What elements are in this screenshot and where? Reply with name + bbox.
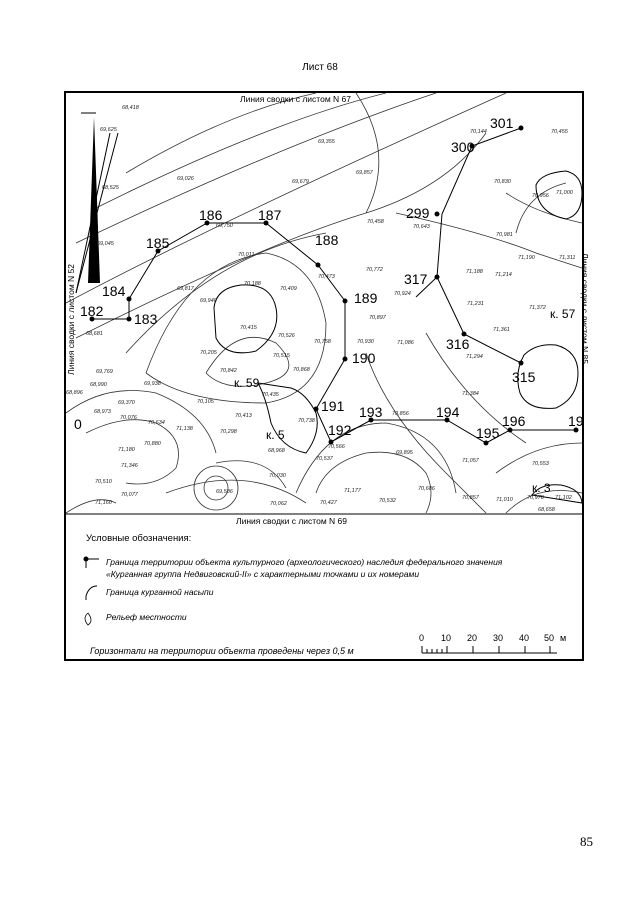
elevation-label: 71,384 xyxy=(462,391,479,397)
elevation-label: 71,102 xyxy=(555,495,572,501)
elevation-label: 71,346 xyxy=(121,463,138,469)
point-label-186: 186 xyxy=(199,207,223,223)
elevation-label: 68,896 xyxy=(66,390,83,396)
elevation-label: 71,010 xyxy=(496,497,513,503)
boundary-point-184 xyxy=(127,297,132,302)
elevation-label: 71,188 xyxy=(466,269,483,275)
point-label-edge0: 0 xyxy=(74,416,82,432)
elevation-label: 69,045 xyxy=(97,241,114,247)
elevation-label: 70,924 xyxy=(394,291,411,297)
elevation-label: 70,857 xyxy=(462,495,479,501)
elevation-label: 69,355 xyxy=(318,139,335,145)
point-label-187: 187 xyxy=(258,207,282,223)
terrain-contours xyxy=(66,93,582,513)
point-label-196: 196 xyxy=(502,413,526,429)
elevation-label: 70,435 xyxy=(262,392,279,398)
elevation-label: 70,566 xyxy=(328,444,345,450)
elevation-label: 70,076 xyxy=(120,415,137,421)
boundary-point-301 xyxy=(519,126,524,131)
elevation-label: 70,415 xyxy=(240,325,257,331)
elevation-label: 70,868 xyxy=(293,367,310,373)
elevation-label: 70,830 xyxy=(494,179,511,185)
elevation-label: 68,658 xyxy=(538,507,555,513)
elevation-label: 70,077 xyxy=(121,492,138,498)
elevation-label: 70,011 xyxy=(238,252,255,258)
legend-item-label: Граница курганной насыпи xyxy=(106,587,214,597)
elevation-label: 70,473 xyxy=(318,274,335,280)
elevation-label: 70,842 xyxy=(220,368,237,374)
elevation-label: 70,413 xyxy=(235,413,252,419)
mound-label-5: к. 5 xyxy=(266,428,285,442)
elevation-label: 71,214 xyxy=(495,272,512,278)
map-frame xyxy=(64,91,590,661)
elevation-label: 70,930 xyxy=(357,339,374,345)
elevation-label: 70,298 xyxy=(220,429,237,435)
point-label-193: 193 xyxy=(359,404,383,420)
elevation-label: 70,880 xyxy=(144,441,161,447)
elevation-label: 70,188 xyxy=(244,281,261,287)
elevation-label: 71,086 xyxy=(397,340,414,346)
elevation-label: 70,738 xyxy=(298,418,315,424)
elevation-label: 69,940 xyxy=(200,298,217,304)
legend-item-mound xyxy=(106,586,213,599)
point-label-184: 184 xyxy=(102,283,126,299)
scale-bar xyxy=(422,646,557,653)
elevation-label: 70,458 xyxy=(367,219,384,225)
legend-symbols xyxy=(84,557,99,625)
elevation-label: 69,817 xyxy=(177,286,194,292)
elevation-label: 70,856 xyxy=(392,411,409,417)
elevation-label: 68,968 xyxy=(268,448,285,454)
mound-label-59: к. 59 xyxy=(234,376,260,390)
elevation-label: 69,586 xyxy=(216,489,233,495)
elevation-label: 70,030 xyxy=(269,473,286,479)
point-label-190: 190 xyxy=(352,350,376,366)
elevation-label: 70,643 xyxy=(413,224,430,230)
elevation-label: 70,205 xyxy=(200,350,217,356)
elevation-label: 70,409 xyxy=(280,286,297,292)
point-label-315: 315 xyxy=(512,369,536,385)
elevation-label: 70,427 xyxy=(320,500,337,506)
elevation-label: 70,532 xyxy=(379,498,396,504)
elevation-label: 70,062 xyxy=(270,501,287,507)
scale-tick-0: 0 xyxy=(419,633,425,643)
elevation-label: 71,000 xyxy=(556,190,573,196)
point-label-197: 19 xyxy=(568,413,584,429)
point-label-195: 195 xyxy=(476,425,500,441)
point-label-191: 191 xyxy=(321,398,345,414)
point-label-185: 185 xyxy=(146,235,170,251)
elevation-label: 70,634 xyxy=(148,420,165,426)
elevation-labels xyxy=(66,105,575,513)
page-number: 85 xyxy=(580,834,593,849)
scale-tick-10: 10 xyxy=(441,633,452,643)
elevation-label: 70,455 xyxy=(551,129,568,135)
elevation-label: 69,625 xyxy=(100,127,117,133)
edge-label-bottom: Линия сводки с листом N 69 xyxy=(236,516,347,526)
elevation-label: 71,231 xyxy=(467,301,484,307)
point-label-182: 182 xyxy=(80,303,104,319)
elevation-label: 70,897 xyxy=(369,315,386,321)
terrain-relief-icon xyxy=(85,613,91,625)
elevation-label: 71,190 xyxy=(518,255,535,261)
scale-tick-20: 20 xyxy=(467,633,478,643)
point-label-189: 189 xyxy=(354,290,378,306)
elevation-label: 69,895 xyxy=(396,450,413,456)
elevation-label: 70,537 xyxy=(316,456,333,462)
elevation-label: 71,160 xyxy=(95,500,112,506)
boundary-point-188 xyxy=(316,263,321,268)
elevation-label: 68,418 xyxy=(122,105,139,111)
elevation-label: 70,758 xyxy=(314,339,331,345)
sheet-title: Лист 68 xyxy=(302,62,338,73)
elevation-label: 70,772 xyxy=(366,267,383,273)
scale-tick-30: 30 xyxy=(493,633,504,643)
elevation-label: 70,510 xyxy=(95,479,112,485)
legend-item-relief xyxy=(106,611,187,624)
boundary-point-195 xyxy=(484,441,489,446)
elevation-label: 70,144 xyxy=(470,129,487,135)
elevation-label: 69,857 xyxy=(356,170,373,176)
elevation-label: 71,361 xyxy=(493,327,510,333)
elevation-label: 68,681 xyxy=(86,331,103,337)
legend-heading: Условные обозначения: xyxy=(86,533,192,544)
point-label-301: 301 xyxy=(490,115,514,131)
elevation-label: 70,956 xyxy=(532,193,549,199)
boundary-point-191 xyxy=(314,407,319,412)
scale-tick-40: 40 xyxy=(519,633,530,643)
elevation-label: 69,938 xyxy=(144,381,161,387)
point-label-192: 192 xyxy=(328,422,352,438)
elevation-label: 70,553 xyxy=(532,461,549,467)
elevation-label: 70,686 xyxy=(418,486,435,492)
north-arrow-icon xyxy=(76,113,118,293)
point-label-316: 316 xyxy=(446,336,470,352)
elevation-label: 71,138 xyxy=(176,426,193,432)
boundary-point-183 xyxy=(127,317,132,322)
point-label-188: 188 xyxy=(315,232,339,248)
elevation-label: 69,026 xyxy=(177,176,194,182)
elevation-label: 70,515 xyxy=(273,353,290,359)
mound-outline-59 xyxy=(214,285,277,353)
mound-boundary-icon xyxy=(86,586,97,600)
edge-label-right: Линия сводки с листом N 85 xyxy=(580,253,590,364)
elevation-label: 70,105 xyxy=(197,399,214,405)
boundary-point-315 xyxy=(519,361,524,366)
elevation-label: 69,769 xyxy=(96,369,113,375)
elevation-label: 71,294 xyxy=(466,354,483,360)
scale-bar-labels xyxy=(419,633,566,643)
contour-interval-note: Горизонтали на территории объекта проведены через 0,5 м xyxy=(90,646,354,656)
elevation-label: 70,981 xyxy=(496,232,513,238)
elevation-label: 68,525 xyxy=(102,185,119,191)
edge-label-left: Линия сводки с листом N 52 xyxy=(66,264,76,375)
scale-unit: м xyxy=(560,633,567,643)
point-label-299: 299 xyxy=(406,205,430,221)
elevation-label: 71,180 xyxy=(118,447,135,453)
point-label-183: 183 xyxy=(134,311,158,327)
scale-tick-50: 50 xyxy=(544,633,555,643)
elevation-label: 71,372 xyxy=(529,305,546,311)
boundary-point-299 xyxy=(435,212,440,217)
elevation-label: 70,526 xyxy=(278,333,295,339)
elevation-label: 68,990 xyxy=(90,382,107,388)
boundary-point-317 xyxy=(435,275,440,280)
boundary-point-189 xyxy=(343,299,348,304)
boundary-point-icon xyxy=(84,557,99,568)
legend-item-boundary-cont xyxy=(106,568,419,581)
mound-label-57: к. 57 xyxy=(550,307,576,321)
elevation-label: 71,177 xyxy=(344,488,361,494)
elevation-label: 68,973 xyxy=(94,409,111,415)
point-label-300: 300 xyxy=(451,139,475,155)
elevation-label: 71,057 xyxy=(462,458,479,464)
elevation-label: 69,750 xyxy=(216,223,233,229)
point-label-194: 194 xyxy=(436,404,460,420)
legend-item-label: «Курганная группа Недвиговский-II» с характерными точками и их номерами xyxy=(106,569,420,579)
elevation-label: 71,311 xyxy=(559,255,576,261)
point-label-317: 317 xyxy=(404,271,428,287)
mound-label-3: к. 3 xyxy=(532,481,551,495)
elevation-label: 70,978 xyxy=(527,495,544,501)
legend-item-label: Рельеф местности xyxy=(106,612,187,622)
edge-label-top: Линия сводки с листом N 67 xyxy=(240,94,351,104)
legend-item-label: Граница территории объекта культурного (археологического) наследия федерального значения xyxy=(106,557,503,567)
boundary-point-190 xyxy=(343,357,348,362)
elevation-label: 69,679 xyxy=(292,179,309,185)
elevation-label: 69,370 xyxy=(118,400,135,406)
